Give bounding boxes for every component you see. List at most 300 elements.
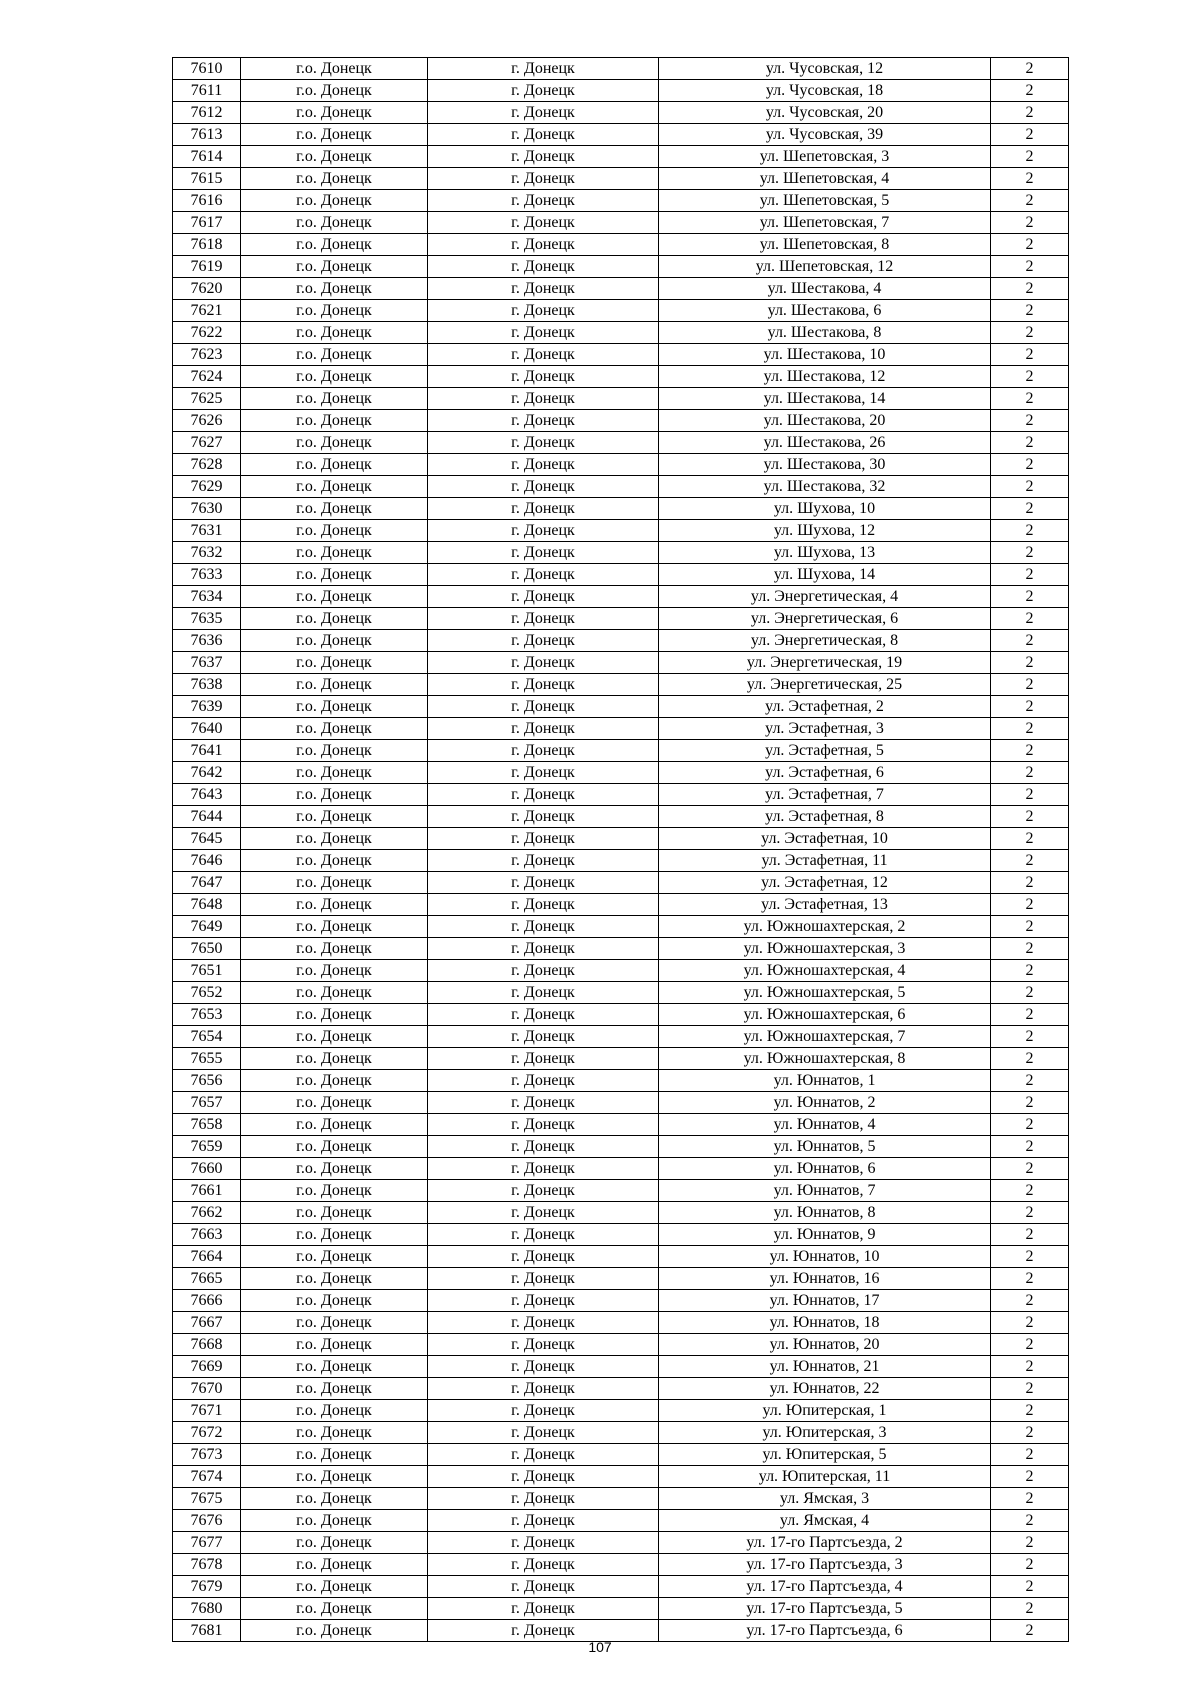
district-cell: г.о. Донецк xyxy=(241,1466,428,1488)
value-cell: 2 xyxy=(991,388,1069,410)
city-cell: г. Донецк xyxy=(428,344,659,366)
address-cell: ул. Шухова, 13 xyxy=(659,542,991,564)
value-cell: 2 xyxy=(991,916,1069,938)
city-cell: г. Донецк xyxy=(428,1334,659,1356)
row-number-cell: 7675 xyxy=(173,1488,241,1510)
value-cell: 2 xyxy=(991,542,1069,564)
district-cell: г.о. Донецк xyxy=(241,58,428,80)
row-number-cell: 7630 xyxy=(173,498,241,520)
city-cell: г. Донецк xyxy=(428,1224,659,1246)
table-row xyxy=(173,894,1069,916)
address-cell: ул. Шестакова, 26 xyxy=(659,432,991,454)
address-cell: ул. Юннатов, 17 xyxy=(659,1290,991,1312)
city-cell: г. Донецк xyxy=(428,80,659,102)
value-cell: 2 xyxy=(991,454,1069,476)
city-cell: г. Донецк xyxy=(428,982,659,1004)
city-cell: г. Донецк xyxy=(428,300,659,322)
row-number-cell: 7652 xyxy=(173,982,241,1004)
city-cell: г. Донецк xyxy=(428,872,659,894)
district-cell: г.о. Донецк xyxy=(241,1180,428,1202)
city-cell: г. Донецк xyxy=(428,1202,659,1224)
value-cell: 2 xyxy=(991,124,1069,146)
row-number-cell: 7624 xyxy=(173,366,241,388)
address-cell: ул. Шестакова, 12 xyxy=(659,366,991,388)
city-cell: г. Донецк xyxy=(428,916,659,938)
address-cell: ул. Южношахтерская, 5 xyxy=(659,982,991,1004)
table-row xyxy=(173,58,1069,80)
row-number-cell: 7677 xyxy=(173,1532,241,1554)
city-cell: г. Донецк xyxy=(428,718,659,740)
district-cell: г.о. Донецк xyxy=(241,432,428,454)
value-cell: 2 xyxy=(991,190,1069,212)
value-cell: 2 xyxy=(991,1334,1069,1356)
value-cell: 2 xyxy=(991,564,1069,586)
address-cell: ул. 17-го Партсъезда, 2 xyxy=(659,1532,991,1554)
district-cell: г.о. Донецк xyxy=(241,1224,428,1246)
district-cell: г.о. Донецк xyxy=(241,498,428,520)
table-row xyxy=(173,1444,1069,1466)
value-cell: 2 xyxy=(991,1246,1069,1268)
row-number-cell: 7647 xyxy=(173,872,241,894)
table-row xyxy=(173,564,1069,586)
row-number-cell: 7671 xyxy=(173,1400,241,1422)
address-cell: ул. 17-го Партсъезда, 4 xyxy=(659,1576,991,1598)
row-number-cell: 7655 xyxy=(173,1048,241,1070)
row-number-cell: 7628 xyxy=(173,454,241,476)
district-cell: г.о. Донецк xyxy=(241,1422,428,1444)
city-cell: г. Донецк xyxy=(428,1422,659,1444)
address-cell: ул. Шестакова, 14 xyxy=(659,388,991,410)
city-cell: г. Донецк xyxy=(428,674,659,696)
value-cell: 2 xyxy=(991,80,1069,102)
city-cell: г. Донецк xyxy=(428,740,659,762)
value-cell: 2 xyxy=(991,432,1069,454)
city-cell: г. Донецк xyxy=(428,564,659,586)
district-cell: г.о. Донецк xyxy=(241,80,428,102)
city-cell: г. Донецк xyxy=(428,1510,659,1532)
address-cell: ул. Юннатов, 7 xyxy=(659,1180,991,1202)
city-cell: г. Донецк xyxy=(428,410,659,432)
city-cell: г. Донецк xyxy=(428,850,659,872)
row-number-cell: 7663 xyxy=(173,1224,241,1246)
table-row xyxy=(173,1510,1069,1532)
table-row xyxy=(173,454,1069,476)
district-cell: г.о. Донецк xyxy=(241,784,428,806)
district-cell: г.о. Донецк xyxy=(241,1290,428,1312)
row-number-cell: 7611 xyxy=(173,80,241,102)
row-number-cell: 7615 xyxy=(173,168,241,190)
row-number-cell: 7681 xyxy=(173,1620,241,1642)
city-cell: г. Донецк xyxy=(428,1246,659,1268)
address-cell: ул. Энергетическая, 19 xyxy=(659,652,991,674)
city-cell: г. Донецк xyxy=(428,894,659,916)
city-cell: г. Донецк xyxy=(428,1114,659,1136)
district-cell: г.о. Донецк xyxy=(241,740,428,762)
table-row xyxy=(173,1180,1069,1202)
table-row xyxy=(173,916,1069,938)
value-cell: 2 xyxy=(991,1598,1069,1620)
table-row xyxy=(173,1268,1069,1290)
row-number-cell: 7658 xyxy=(173,1114,241,1136)
address-cell: ул. Шестакова, 10 xyxy=(659,344,991,366)
address-cell: ул. Шепетовская, 7 xyxy=(659,212,991,234)
row-number-cell: 7641 xyxy=(173,740,241,762)
district-cell: г.о. Донецк xyxy=(241,1114,428,1136)
address-cell: ул. Шестакова, 6 xyxy=(659,300,991,322)
address-table xyxy=(172,57,1069,1642)
value-cell: 2 xyxy=(991,234,1069,256)
row-number-cell: 7668 xyxy=(173,1334,241,1356)
row-number-cell: 7620 xyxy=(173,278,241,300)
city-cell: г. Донецк xyxy=(428,762,659,784)
city-cell: г. Донецк xyxy=(428,1004,659,1026)
value-cell: 2 xyxy=(991,1070,1069,1092)
value-cell: 2 xyxy=(991,762,1069,784)
row-number-cell: 7622 xyxy=(173,322,241,344)
city-cell: г. Донецк xyxy=(428,322,659,344)
district-cell: г.о. Донецк xyxy=(241,916,428,938)
table-row xyxy=(173,1576,1069,1598)
address-cell: ул. Шепетовская, 4 xyxy=(659,168,991,190)
district-cell: г.о. Донецк xyxy=(241,850,428,872)
table-body xyxy=(173,58,1069,1642)
table-row xyxy=(173,1598,1069,1620)
value-cell: 2 xyxy=(991,1312,1069,1334)
value-cell: 2 xyxy=(991,1136,1069,1158)
city-cell: г. Донецк xyxy=(428,1048,659,1070)
city-cell: г. Донецк xyxy=(428,1290,659,1312)
district-cell: г.о. Донецк xyxy=(241,718,428,740)
address-cell: ул. Энергетическая, 8 xyxy=(659,630,991,652)
address-cell: ул. Энергетическая, 4 xyxy=(659,586,991,608)
table-row xyxy=(173,784,1069,806)
value-cell: 2 xyxy=(991,58,1069,80)
row-number-cell: 7651 xyxy=(173,960,241,982)
table-row xyxy=(173,190,1069,212)
address-cell: ул. Шухова, 14 xyxy=(659,564,991,586)
district-cell: г.о. Донецк xyxy=(241,146,428,168)
address-cell: ул. 17-го Партсъезда, 5 xyxy=(659,1598,991,1620)
city-cell: г. Донецк xyxy=(428,1026,659,1048)
city-cell: г. Донецк xyxy=(428,476,659,498)
table-row xyxy=(173,872,1069,894)
district-cell: г.о. Донецк xyxy=(241,1356,428,1378)
table-row xyxy=(173,718,1069,740)
district-cell: г.о. Донецк xyxy=(241,1334,428,1356)
value-cell: 2 xyxy=(991,1356,1069,1378)
district-cell: г.о. Донецк xyxy=(241,1620,428,1642)
district-cell: г.о. Донецк xyxy=(241,1400,428,1422)
table-row xyxy=(173,740,1069,762)
value-cell: 2 xyxy=(991,894,1069,916)
address-cell: ул. Эстафетная, 6 xyxy=(659,762,991,784)
address-cell: ул. Эстафетная, 7 xyxy=(659,784,991,806)
address-cell: ул. 17-го Партсъезда, 6 xyxy=(659,1620,991,1642)
city-cell: г. Донецк xyxy=(428,1598,659,1620)
city-cell: г. Донецк xyxy=(428,168,659,190)
city-cell: г. Донецк xyxy=(428,1268,659,1290)
value-cell: 2 xyxy=(991,718,1069,740)
value-cell: 2 xyxy=(991,146,1069,168)
row-number-cell: 7623 xyxy=(173,344,241,366)
value-cell: 2 xyxy=(991,498,1069,520)
address-cell: ул. Юпитерская, 5 xyxy=(659,1444,991,1466)
table-row xyxy=(173,1224,1069,1246)
address-cell: ул. Шепетовская, 3 xyxy=(659,146,991,168)
address-cell: ул. Шепетовская, 12 xyxy=(659,256,991,278)
city-cell: г. Донецк xyxy=(428,1532,659,1554)
row-number-cell: 7612 xyxy=(173,102,241,124)
address-cell: ул. Юннатов, 20 xyxy=(659,1334,991,1356)
table-row xyxy=(173,388,1069,410)
district-cell: г.о. Донецк xyxy=(241,168,428,190)
value-cell: 2 xyxy=(991,322,1069,344)
row-number-cell: 7640 xyxy=(173,718,241,740)
district-cell: г.о. Донецк xyxy=(241,366,428,388)
value-cell: 2 xyxy=(991,1620,1069,1642)
district-cell: г.о. Донецк xyxy=(241,938,428,960)
table-row xyxy=(173,212,1069,234)
value-cell: 2 xyxy=(991,1466,1069,1488)
address-cell: ул. Чусовская, 20 xyxy=(659,102,991,124)
city-cell: г. Донецк xyxy=(428,278,659,300)
city-cell: г. Донецк xyxy=(428,938,659,960)
row-number-cell: 7659 xyxy=(173,1136,241,1158)
value-cell: 2 xyxy=(991,1290,1069,1312)
row-number-cell: 7646 xyxy=(173,850,241,872)
city-cell: г. Донецк xyxy=(428,366,659,388)
address-cell: ул. Шестакова, 30 xyxy=(659,454,991,476)
district-cell: г.о. Донецк xyxy=(241,322,428,344)
address-cell: ул. Эстафетная, 10 xyxy=(659,828,991,850)
address-cell: ул. 17-го Партсъезда, 3 xyxy=(659,1554,991,1576)
address-cell: ул. Юннатов, 21 xyxy=(659,1356,991,1378)
table-row xyxy=(173,1554,1069,1576)
city-cell: г. Донецк xyxy=(428,1180,659,1202)
city-cell: г. Донецк xyxy=(428,828,659,850)
district-cell: г.о. Донецк xyxy=(241,1312,428,1334)
district-cell: г.о. Донецк xyxy=(241,1268,428,1290)
district-cell: г.о. Донецк xyxy=(241,1378,428,1400)
table-row xyxy=(173,80,1069,102)
city-cell: г. Донецк xyxy=(428,1576,659,1598)
value-cell: 2 xyxy=(991,1180,1069,1202)
district-cell: г.о. Донецк xyxy=(241,278,428,300)
row-number-cell: 7650 xyxy=(173,938,241,960)
table-row xyxy=(173,1488,1069,1510)
table-row xyxy=(173,124,1069,146)
table-row xyxy=(173,608,1069,630)
city-cell: г. Донецк xyxy=(428,1312,659,1334)
city-cell: г. Донецк xyxy=(428,1444,659,1466)
table-row xyxy=(173,1378,1069,1400)
table-row xyxy=(173,1466,1069,1488)
district-cell: г.о. Донецк xyxy=(241,696,428,718)
city-cell: г. Донецк xyxy=(428,608,659,630)
city-cell: г. Донецк xyxy=(428,1378,659,1400)
table-row xyxy=(173,146,1069,168)
row-number-cell: 7672 xyxy=(173,1422,241,1444)
district-cell: г.о. Донецк xyxy=(241,608,428,630)
district-cell: г.о. Донецк xyxy=(241,762,428,784)
row-number-cell: 7676 xyxy=(173,1510,241,1532)
value-cell: 2 xyxy=(991,410,1069,432)
city-cell: г. Донецк xyxy=(428,542,659,564)
city-cell: г. Донецк xyxy=(428,960,659,982)
address-cell: ул. Эстафетная, 5 xyxy=(659,740,991,762)
city-cell: г. Донецк xyxy=(428,1092,659,1114)
table-row xyxy=(173,1026,1069,1048)
value-cell: 2 xyxy=(991,982,1069,1004)
address-cell: ул. Ямская, 3 xyxy=(659,1488,991,1510)
value-cell: 2 xyxy=(991,278,1069,300)
city-cell: г. Донецк xyxy=(428,806,659,828)
address-cell: ул. Юннатов, 2 xyxy=(659,1092,991,1114)
address-cell: ул. Эстафетная, 3 xyxy=(659,718,991,740)
value-cell: 2 xyxy=(991,1114,1069,1136)
value-cell: 2 xyxy=(991,300,1069,322)
address-cell: ул. Южношахтерская, 6 xyxy=(659,1004,991,1026)
table-row xyxy=(173,1532,1069,1554)
address-cell: ул. Юннатов, 4 xyxy=(659,1114,991,1136)
value-cell: 2 xyxy=(991,586,1069,608)
address-cell: ул. Юннатов, 22 xyxy=(659,1378,991,1400)
row-number-cell: 7610 xyxy=(173,58,241,80)
city-cell: г. Донецк xyxy=(428,102,659,124)
value-cell: 2 xyxy=(991,1092,1069,1114)
district-cell: г.о. Донецк xyxy=(241,256,428,278)
table-row xyxy=(173,1334,1069,1356)
row-number-cell: 7618 xyxy=(173,234,241,256)
value-cell: 2 xyxy=(991,1576,1069,1598)
address-cell: ул. Энергетическая, 25 xyxy=(659,674,991,696)
row-number-cell: 7657 xyxy=(173,1092,241,1114)
table-row xyxy=(173,1158,1069,1180)
address-cell: ул. Юннатов, 10 xyxy=(659,1246,991,1268)
address-cell: ул. Ямская, 4 xyxy=(659,1510,991,1532)
table-row xyxy=(173,982,1069,1004)
city-cell: г. Донецк xyxy=(428,388,659,410)
district-cell: г.о. Донецк xyxy=(241,190,428,212)
city-cell: г. Донецк xyxy=(428,234,659,256)
address-cell: ул. Юннатов, 5 xyxy=(659,1136,991,1158)
value-cell: 2 xyxy=(991,366,1069,388)
address-cell: ул. Южношахтерская, 3 xyxy=(659,938,991,960)
row-number-cell: 7669 xyxy=(173,1356,241,1378)
row-number-cell: 7644 xyxy=(173,806,241,828)
address-cell: ул. Юннатов, 9 xyxy=(659,1224,991,1246)
city-cell: г. Донецк xyxy=(428,652,659,674)
table-row xyxy=(173,1246,1069,1268)
row-number-cell: 7664 xyxy=(173,1246,241,1268)
address-cell: ул. Юннатов, 18 xyxy=(659,1312,991,1334)
value-cell: 2 xyxy=(991,1158,1069,1180)
city-cell: г. Донецк xyxy=(428,212,659,234)
row-number-cell: 7648 xyxy=(173,894,241,916)
table-row xyxy=(173,828,1069,850)
row-number-cell: 7653 xyxy=(173,1004,241,1026)
table-row xyxy=(173,1422,1069,1444)
district-cell: г.о. Донецк xyxy=(241,388,428,410)
row-number-cell: 7666 xyxy=(173,1290,241,1312)
address-cell: ул. Эстафетная, 13 xyxy=(659,894,991,916)
value-cell: 2 xyxy=(991,1004,1069,1026)
value-cell: 2 xyxy=(991,674,1069,696)
address-cell: ул. Эстафетная, 2 xyxy=(659,696,991,718)
district-cell: г.о. Донецк xyxy=(241,1598,428,1620)
address-cell: ул. Юннатов, 6 xyxy=(659,1158,991,1180)
row-number-cell: 7680 xyxy=(173,1598,241,1620)
district-cell: г.о. Донецк xyxy=(241,1488,428,1510)
row-number-cell: 7643 xyxy=(173,784,241,806)
district-cell: г.о. Донецк xyxy=(241,300,428,322)
address-cell: ул. Шестакова, 4 xyxy=(659,278,991,300)
value-cell: 2 xyxy=(991,608,1069,630)
district-cell: г.о. Донецк xyxy=(241,102,428,124)
district-cell: г.о. Донецк xyxy=(241,454,428,476)
value-cell: 2 xyxy=(991,344,1069,366)
district-cell: г.о. Донецк xyxy=(241,564,428,586)
table-row xyxy=(173,322,1069,344)
value-cell: 2 xyxy=(991,476,1069,498)
table-row xyxy=(173,1312,1069,1334)
row-number-cell: 7637 xyxy=(173,652,241,674)
district-cell: г.о. Донецк xyxy=(241,1092,428,1114)
value-cell: 2 xyxy=(991,1422,1069,1444)
table-row xyxy=(173,674,1069,696)
table-row xyxy=(173,410,1069,432)
district-cell: г.о. Донецк xyxy=(241,1158,428,1180)
value-cell: 2 xyxy=(991,1378,1069,1400)
row-number-cell: 7642 xyxy=(173,762,241,784)
district-cell: г.о. Донецк xyxy=(241,982,428,1004)
table-row xyxy=(173,806,1069,828)
address-cell: ул. Южношахтерская, 8 xyxy=(659,1048,991,1070)
row-number-cell: 7632 xyxy=(173,542,241,564)
city-cell: г. Донецк xyxy=(428,630,659,652)
table-row xyxy=(173,652,1069,674)
table-row xyxy=(173,1290,1069,1312)
address-cell: ул. Юпитерская, 1 xyxy=(659,1400,991,1422)
district-cell: г.о. Донецк xyxy=(241,1510,428,1532)
district-cell: г.о. Донецк xyxy=(241,1554,428,1576)
address-cell: ул. Южношахтерская, 7 xyxy=(659,1026,991,1048)
row-number-cell: 7617 xyxy=(173,212,241,234)
table-row xyxy=(173,696,1069,718)
district-cell: г.о. Донецк xyxy=(241,124,428,146)
address-cell: ул. Юннатов, 1 xyxy=(659,1070,991,1092)
row-number-cell: 7679 xyxy=(173,1576,241,1598)
row-number-cell: 7629 xyxy=(173,476,241,498)
table-row xyxy=(173,630,1069,652)
table-row xyxy=(173,1048,1069,1070)
address-cell: ул. Чусовская, 12 xyxy=(659,58,991,80)
address-cell: ул. Чусовская, 18 xyxy=(659,80,991,102)
address-cell: ул. Шепетовская, 5 xyxy=(659,190,991,212)
city-cell: г. Донецк xyxy=(428,454,659,476)
value-cell: 2 xyxy=(991,1202,1069,1224)
district-cell: г.о. Донецк xyxy=(241,476,428,498)
district-cell: г.о. Донецк xyxy=(241,234,428,256)
table-row xyxy=(173,1114,1069,1136)
table-row xyxy=(173,850,1069,872)
table-row xyxy=(173,542,1069,564)
district-cell: г.о. Донецк xyxy=(241,652,428,674)
city-cell: г. Донецк xyxy=(428,1356,659,1378)
value-cell: 2 xyxy=(991,1488,1069,1510)
row-number-cell: 7678 xyxy=(173,1554,241,1576)
value-cell: 2 xyxy=(991,630,1069,652)
